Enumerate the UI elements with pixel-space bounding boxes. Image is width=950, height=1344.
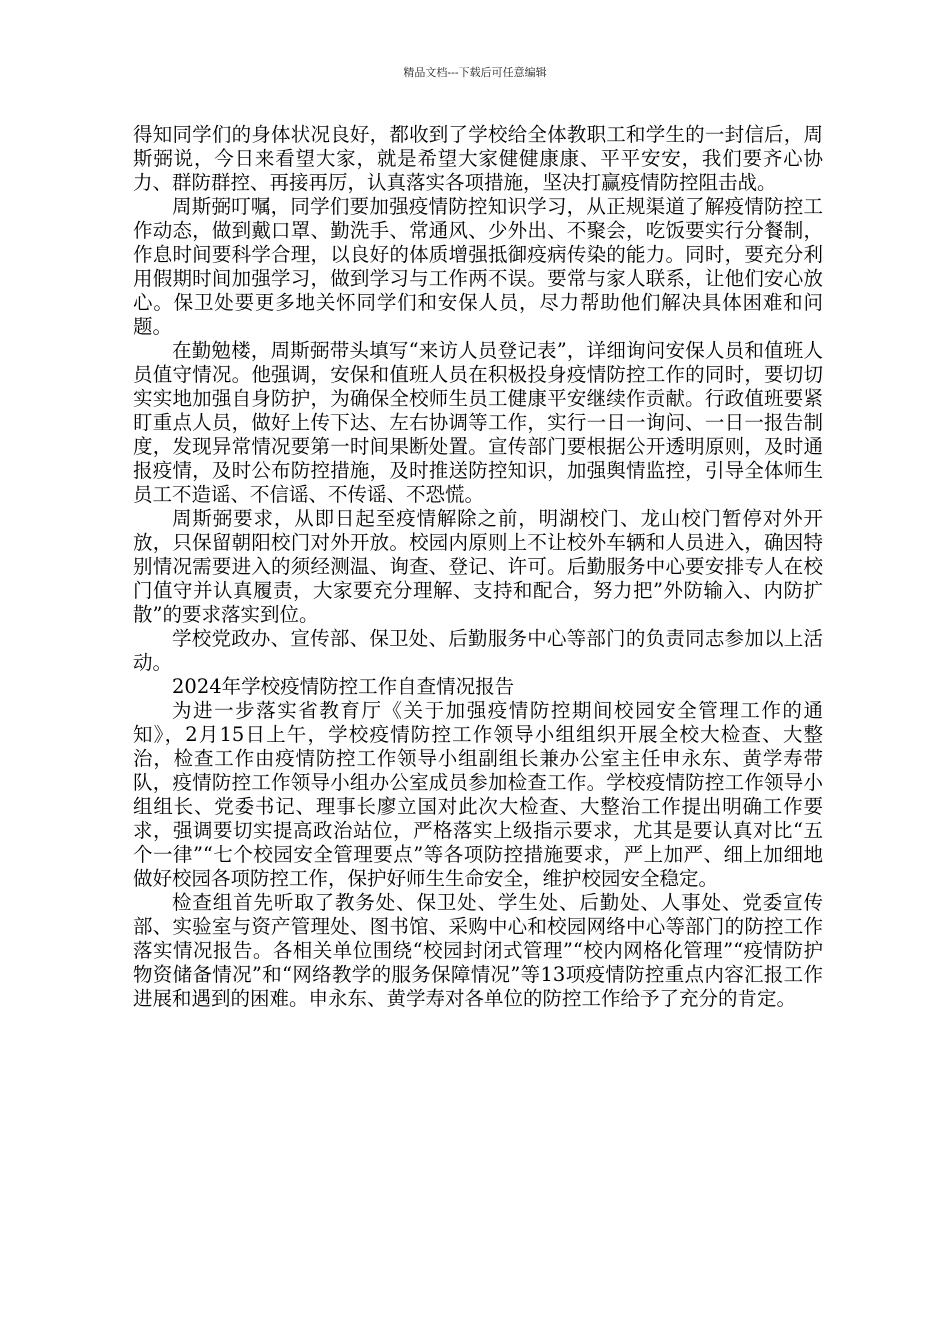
paragraph-2: 周斯弼叮嘱，同学们要加强疫情防控知识学习，从正规渠道了解疫情防控工作动态，做到戴口罩、勤洗手、常通风、少外出、不聚会，吃饭要实行分餐制，作息时间要科学合理，以良好的体质增强抵御疫病传染的能力。同时，要充分利用假期时间加强学习，做到学习与工作两不误。要常与家人联系，让他们安心放心。保卫处要更多地关怀同学们和安保人员，尽力帮助他们解决具体困难和问题。 <box>133 195 823 338</box>
paragraph-5: 学校党政办、宣传部、保卫处、后勤服务中心等部门的负责同志参加以上活动。 <box>133 627 823 674</box>
paragraph-6: 为进一步落实省教育厅《关于加强疫情防控期间校园安全管理工作的通知》，2月15日上午，学校疫情防控工作领导小组组织开展全校大检查、大整治，检查工作由疫情防控工作领导小组副组长兼办公室主任申永东、黄学寿带队，疫情防控工作领导小组办公室成员参加检查工作。学校疫情防控工作领导小组组长、党委书记、理事长廖立国对此次大检查、大整治工作提出明确工作要求，强调要切实提高政治站位，严格落实上级指示要求，尤其是要认真对比“五个一律”“七个校园安全管理要点”等各项防控措施要求，严上加严、细上加细地做好校园各项防控工作，保护好师生生命安全，维护校园安全稳定。 <box>133 699 823 890</box>
paragraph-4: 周斯弼要求，从即日起至疫情解除之前，明湖校门、龙山校门暂停对外开放，只保留朝阳校门对外开放。校园内原则上不让校外车辆和人员进入，确因特别情况需要进入的须经测温、询查、登记、许可。后勤服务中心要安排专人在校门值守并认真履责，大家要充分理解、支持和配合，努力把”外防输入、内防扩散”的要求落实到位。 <box>133 507 823 626</box>
paragraph-1: 得知同学们的身体状况良好，都收到了学校给全体教职工和学生的一封信后，周斯弼说，今日来看望大家，就是希望大家健健康康、平平安安，我们要齐心协力、群防群控、再接再厉，认真落实各项措施，坚决打赢疫情防控阻击战。 <box>133 123 823 194</box>
page-header: 精品文档---下载后可任意编辑 <box>403 66 547 79</box>
paragraph-7: 检查组首先听取了教务处、保卫处、学生处、后勤处、人事处、党委宣传部、实验室与资产管理处、图书馆、采购中心和校园网络中心等部门的防控工作落实情况报告。各相关单位围绕“校园封闭式管理”“校内网格化管理”“疫情防护物资储备情况”和“网络教学的服务保障情况”等13项疫情防控重点内容汇报工作进展和遇到的困难。申永东、黄学寿对各单位的防控工作给予了充分的肯定。 <box>133 891 823 1010</box>
report-title: 2024年学校疫情防控工作自查情况报告 <box>172 675 515 698</box>
paragraph-3: 在勤勉楼，周斯弼带头填写“来访人员登记表”，详细询问安保人员和值班人员值守情况。他强调，安保和值班人员在积极投身疫情防控工作的同时，要切切实实地加强自身防护，为确保全校师生员工健康平安继续作贡献。行政值班要紧盯重点人员，做好上传下达、左右协调等工作，实行一日一询问、一日一报告制度，发现异常情况要第一时间果断处置。宣传部门要根据公开透明原则，及时通报疫情，及时公布防控措施，及时推送防控知识，加强舆情监控，引导全体师生员工不造谣、不信谣、不传谣、不恐慌。 <box>133 339 823 506</box>
document-body <box>133 123 823 1011</box>
